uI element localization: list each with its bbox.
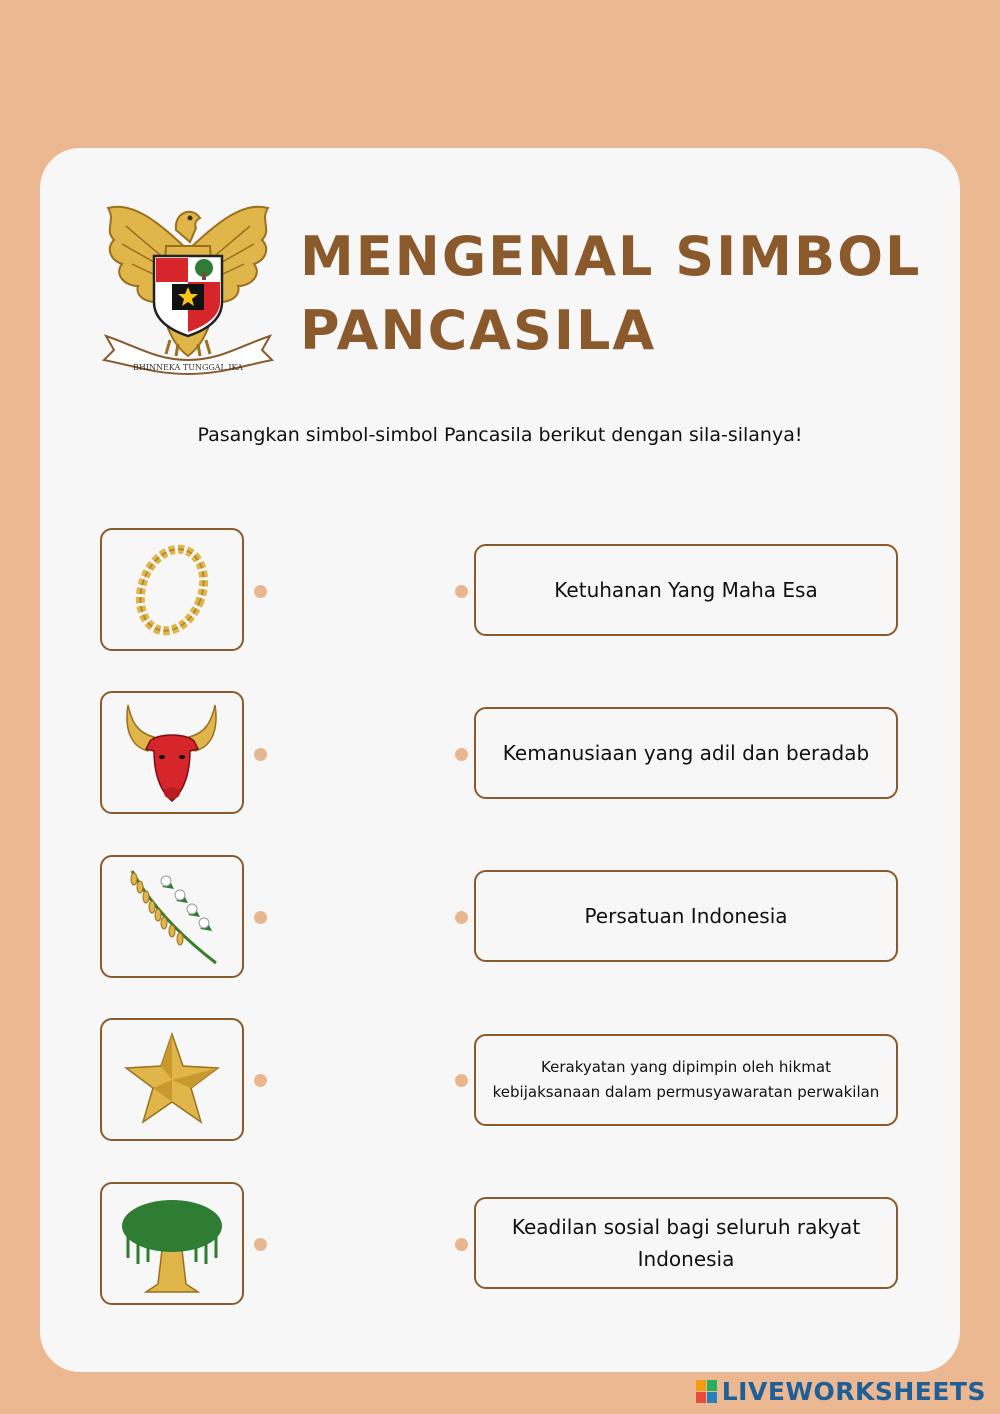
sila-connector-dot[interactable] <box>455 1074 468 1087</box>
symbol-card-bull[interactable] <box>100 691 244 814</box>
page-title: MENGENAL SIMBOL PANCASILA <box>300 225 922 362</box>
sila-box-1[interactable]: Ketuhanan Yang Maha Esa <box>474 544 898 636</box>
symbol-connector-dot[interactable] <box>254 748 267 761</box>
sila-box-4[interactable]: Kerakyatan yang dipimpin oleh hikmat kebijaksanaan dalam permusyawaratan perwakilan <box>474 1034 898 1126</box>
chain-icon <box>102 530 241 648</box>
sila-connector-dot[interactable] <box>455 1238 468 1251</box>
instruction-text: Pasangkan simbol-simbol Pancasila berikut dengan sila-silanya! <box>197 424 803 446</box>
symbol-card-rice-cotton[interactable] <box>100 855 244 978</box>
symbol-connector-dot[interactable] <box>254 1074 267 1087</box>
liveworksheets-logo-icon <box>696 1380 718 1404</box>
sila-box-2[interactable]: Kemanusiaan yang adil dan beradab <box>474 707 898 799</box>
symbol-card-chain[interactable] <box>100 528 244 651</box>
sila-connector-dot[interactable] <box>455 911 468 924</box>
bull-head-icon <box>102 693 241 811</box>
symbol-card-star[interactable] <box>100 1018 244 1141</box>
sila-connector-dot[interactable] <box>455 585 468 598</box>
symbol-connector-dot[interactable] <box>254 585 267 598</box>
sila-connector-dot[interactable] <box>455 748 468 761</box>
symbol-card-banyan[interactable] <box>100 1182 244 1305</box>
garuda-pancasila-emblem-icon <box>96 190 280 380</box>
star-icon <box>102 1020 241 1138</box>
emblem-ribbon-text: BHINNEKA TUNGGAL IKA <box>133 363 243 372</box>
sila-box-5[interactable]: Keadilan sosial bagi seluruh rakyat Indonesia <box>474 1197 898 1289</box>
sila-box-3[interactable]: Persatuan Indonesia <box>474 870 898 962</box>
banyan-tree-icon <box>102 1184 241 1302</box>
symbol-connector-dot[interactable] <box>254 1238 267 1251</box>
liveworksheets-brand-text: LIVEWORKSHEETS <box>721 1377 986 1406</box>
symbol-connector-dot[interactable] <box>254 911 267 924</box>
rice-cotton-icon <box>102 857 241 975</box>
liveworksheets-logo <box>696 1377 986 1406</box>
